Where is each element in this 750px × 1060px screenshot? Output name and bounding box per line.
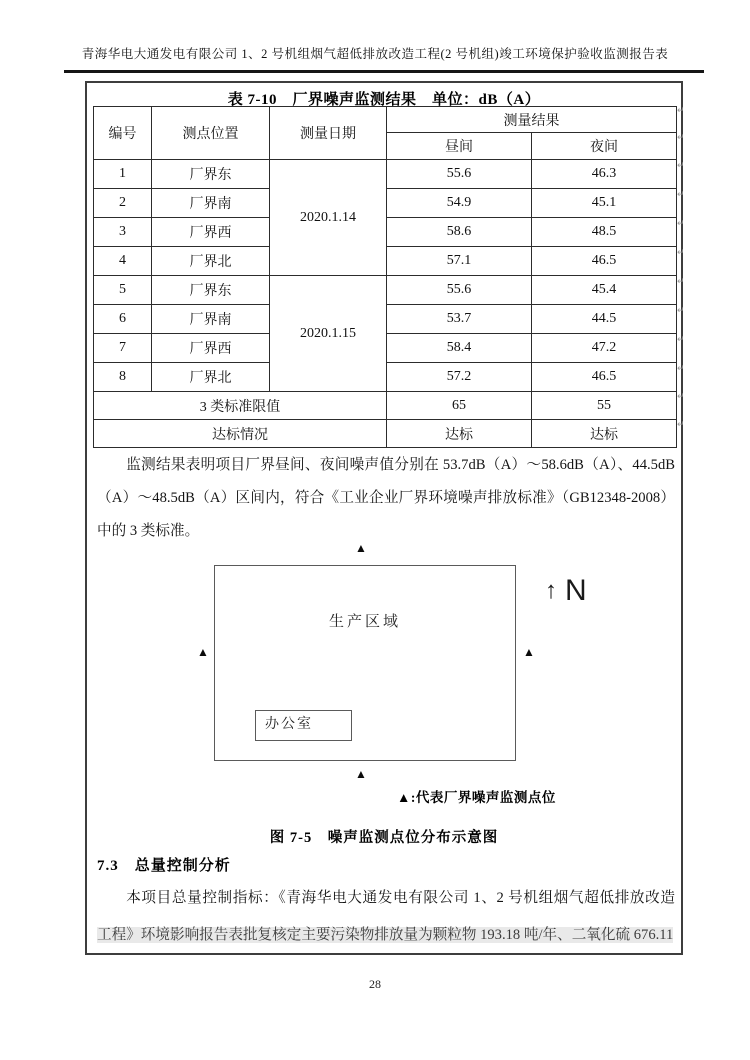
cell-day: 57.2 <box>387 363 532 392</box>
cell-location: 厂界东 <box>152 276 270 305</box>
formatting-mark-icon <box>677 133 687 143</box>
monitoring-point-icon: ▲ <box>523 645 535 659</box>
formatting-mark-icon <box>677 306 687 316</box>
monitoring-point-icon: ▲ <box>355 541 367 555</box>
page-number: 28 <box>369 977 381 991</box>
table-title: 表 7-10 厂界噪声监测结果 单位：dB（A） <box>227 92 541 108</box>
cell-night: 45.1 <box>532 189 677 218</box>
compliance-row <box>94 420 677 448</box>
cell-night: 46.3 <box>532 160 677 189</box>
cell-location: 厂界东 <box>152 160 270 189</box>
north-label: N <box>565 574 587 607</box>
production-area-label: 生产区域 <box>328 614 401 630</box>
formatting-mark-icon <box>677 106 687 116</box>
formatting-mark-icon <box>677 420 687 430</box>
monitoring-point-icon: ▲ <box>197 645 209 659</box>
limit-night: 55 <box>532 392 677 420</box>
cell-night: 46.5 <box>532 363 677 392</box>
table-row <box>94 160 677 189</box>
col-header-date: 测量日期 <box>270 107 387 160</box>
cell-day: 55.6 <box>387 160 532 189</box>
cell-location: 厂界北 <box>152 363 270 392</box>
cell-no: 7 <box>94 334 152 363</box>
header-divider <box>64 70 704 73</box>
formatting-mark-icon <box>677 364 687 374</box>
cell-no: 4 <box>94 247 152 276</box>
cell-day: 58.4 <box>387 334 532 363</box>
formatting-mark-icon <box>677 277 687 287</box>
cell-night: 44.5 <box>532 305 677 334</box>
cell-no: 3 <box>94 218 152 247</box>
compliance-label: 达标情况 <box>94 420 387 448</box>
total-control-paragraph <box>97 880 675 954</box>
limit-label: 3 类标准限值 <box>94 392 387 420</box>
cell-location: 厂界北 <box>152 247 270 276</box>
cell-no: 6 <box>94 305 152 334</box>
cell-location: 厂界南 <box>152 189 270 218</box>
report-content-box <box>85 81 683 955</box>
cell-no: 2 <box>94 189 152 218</box>
cell-day: 58.6 <box>387 218 532 247</box>
limit-row <box>94 392 677 420</box>
col-header-location: 测点位置 <box>152 107 270 160</box>
cell-day: 57.1 <box>387 247 532 276</box>
table-row <box>94 276 677 305</box>
paragraph-line: 本项目总量控制指标：《青海华电大通发电有限公司 1、2 号机组烟气超低排放改造 <box>126 890 675 906</box>
cell-location: 厂界西 <box>152 334 270 363</box>
formatting-mark-icon <box>677 335 687 345</box>
cell-day: 55.6 <box>387 276 532 305</box>
cell-night: 46.5 <box>532 247 677 276</box>
cell-no: 5 <box>94 276 152 305</box>
noise-results-table <box>93 106 677 448</box>
cell-day: 53.7 <box>387 305 532 334</box>
cell-night: 48.5 <box>532 218 677 247</box>
formatting-mark-icon <box>677 219 687 229</box>
figure-caption: 图 7-5 噪声监测点位分布示意图 <box>269 830 499 846</box>
cell-date-group1: 2020.1.14 <box>270 160 387 276</box>
limit-day: 65 <box>387 392 532 420</box>
formatting-mark-icon <box>677 392 687 402</box>
cell-day: 54.9 <box>387 189 532 218</box>
cell-no: 1 <box>94 160 152 189</box>
formatting-mark-icon <box>677 248 687 258</box>
paragraph-line <box>97 917 675 954</box>
col-header-day: 昼间 <box>387 133 532 160</box>
document-header-title: 青海华电大通发电有限公司 1、2 号机组烟气超低排放改造工程(2 号机组)竣工环境保护验收监测报告表 <box>81 47 669 61</box>
cell-night: 47.2 <box>532 334 677 363</box>
cell-location: 厂界西 <box>152 218 270 247</box>
cell-date-group2: 2020.1.15 <box>270 276 387 392</box>
compliance-day: 达标 <box>387 420 532 448</box>
monitoring-points-diagram <box>87 538 685 823</box>
cell-night: 45.4 <box>532 276 677 305</box>
monitoring-point-icon: ▲ <box>355 767 367 781</box>
diagram-legend: ▲:代表厂界噪声监测点位 <box>397 790 556 805</box>
office-rect: 办公室 <box>255 710 352 741</box>
col-header-no: 编号 <box>94 107 152 160</box>
table-header-row <box>94 107 677 133</box>
formatting-mark-icon <box>677 190 687 200</box>
north-indicator <box>545 576 587 606</box>
compliance-night: 达标 <box>532 420 677 448</box>
cell-no: 8 <box>94 363 152 392</box>
cell-location: 厂界南 <box>152 305 270 334</box>
section-heading: 7.3 总量控制分析 <box>97 858 231 874</box>
col-header-night: 夜间 <box>532 133 677 160</box>
highlighted-text: 工程》环境影响报告表批复核定主要污染物排放量为颗粒物 193.18 吨/年、二氧化硫 676.11 <box>97 927 674 943</box>
formatting-mark-icon <box>677 161 687 171</box>
results-summary-paragraph: 监测结果表明项目厂界昼间、夜间噪声值分别在 53.7dB（A）～58.6dB（A）、44.5dB（A）～48.5dB（A）区间内，符合《工业企业厂界环境噪声排放标准》（GB12348-2008）中的 3 类标准。 <box>97 457 675 539</box>
col-header-result: 测量结果 <box>387 107 677 133</box>
north-arrow-icon: ↑ <box>545 577 557 604</box>
